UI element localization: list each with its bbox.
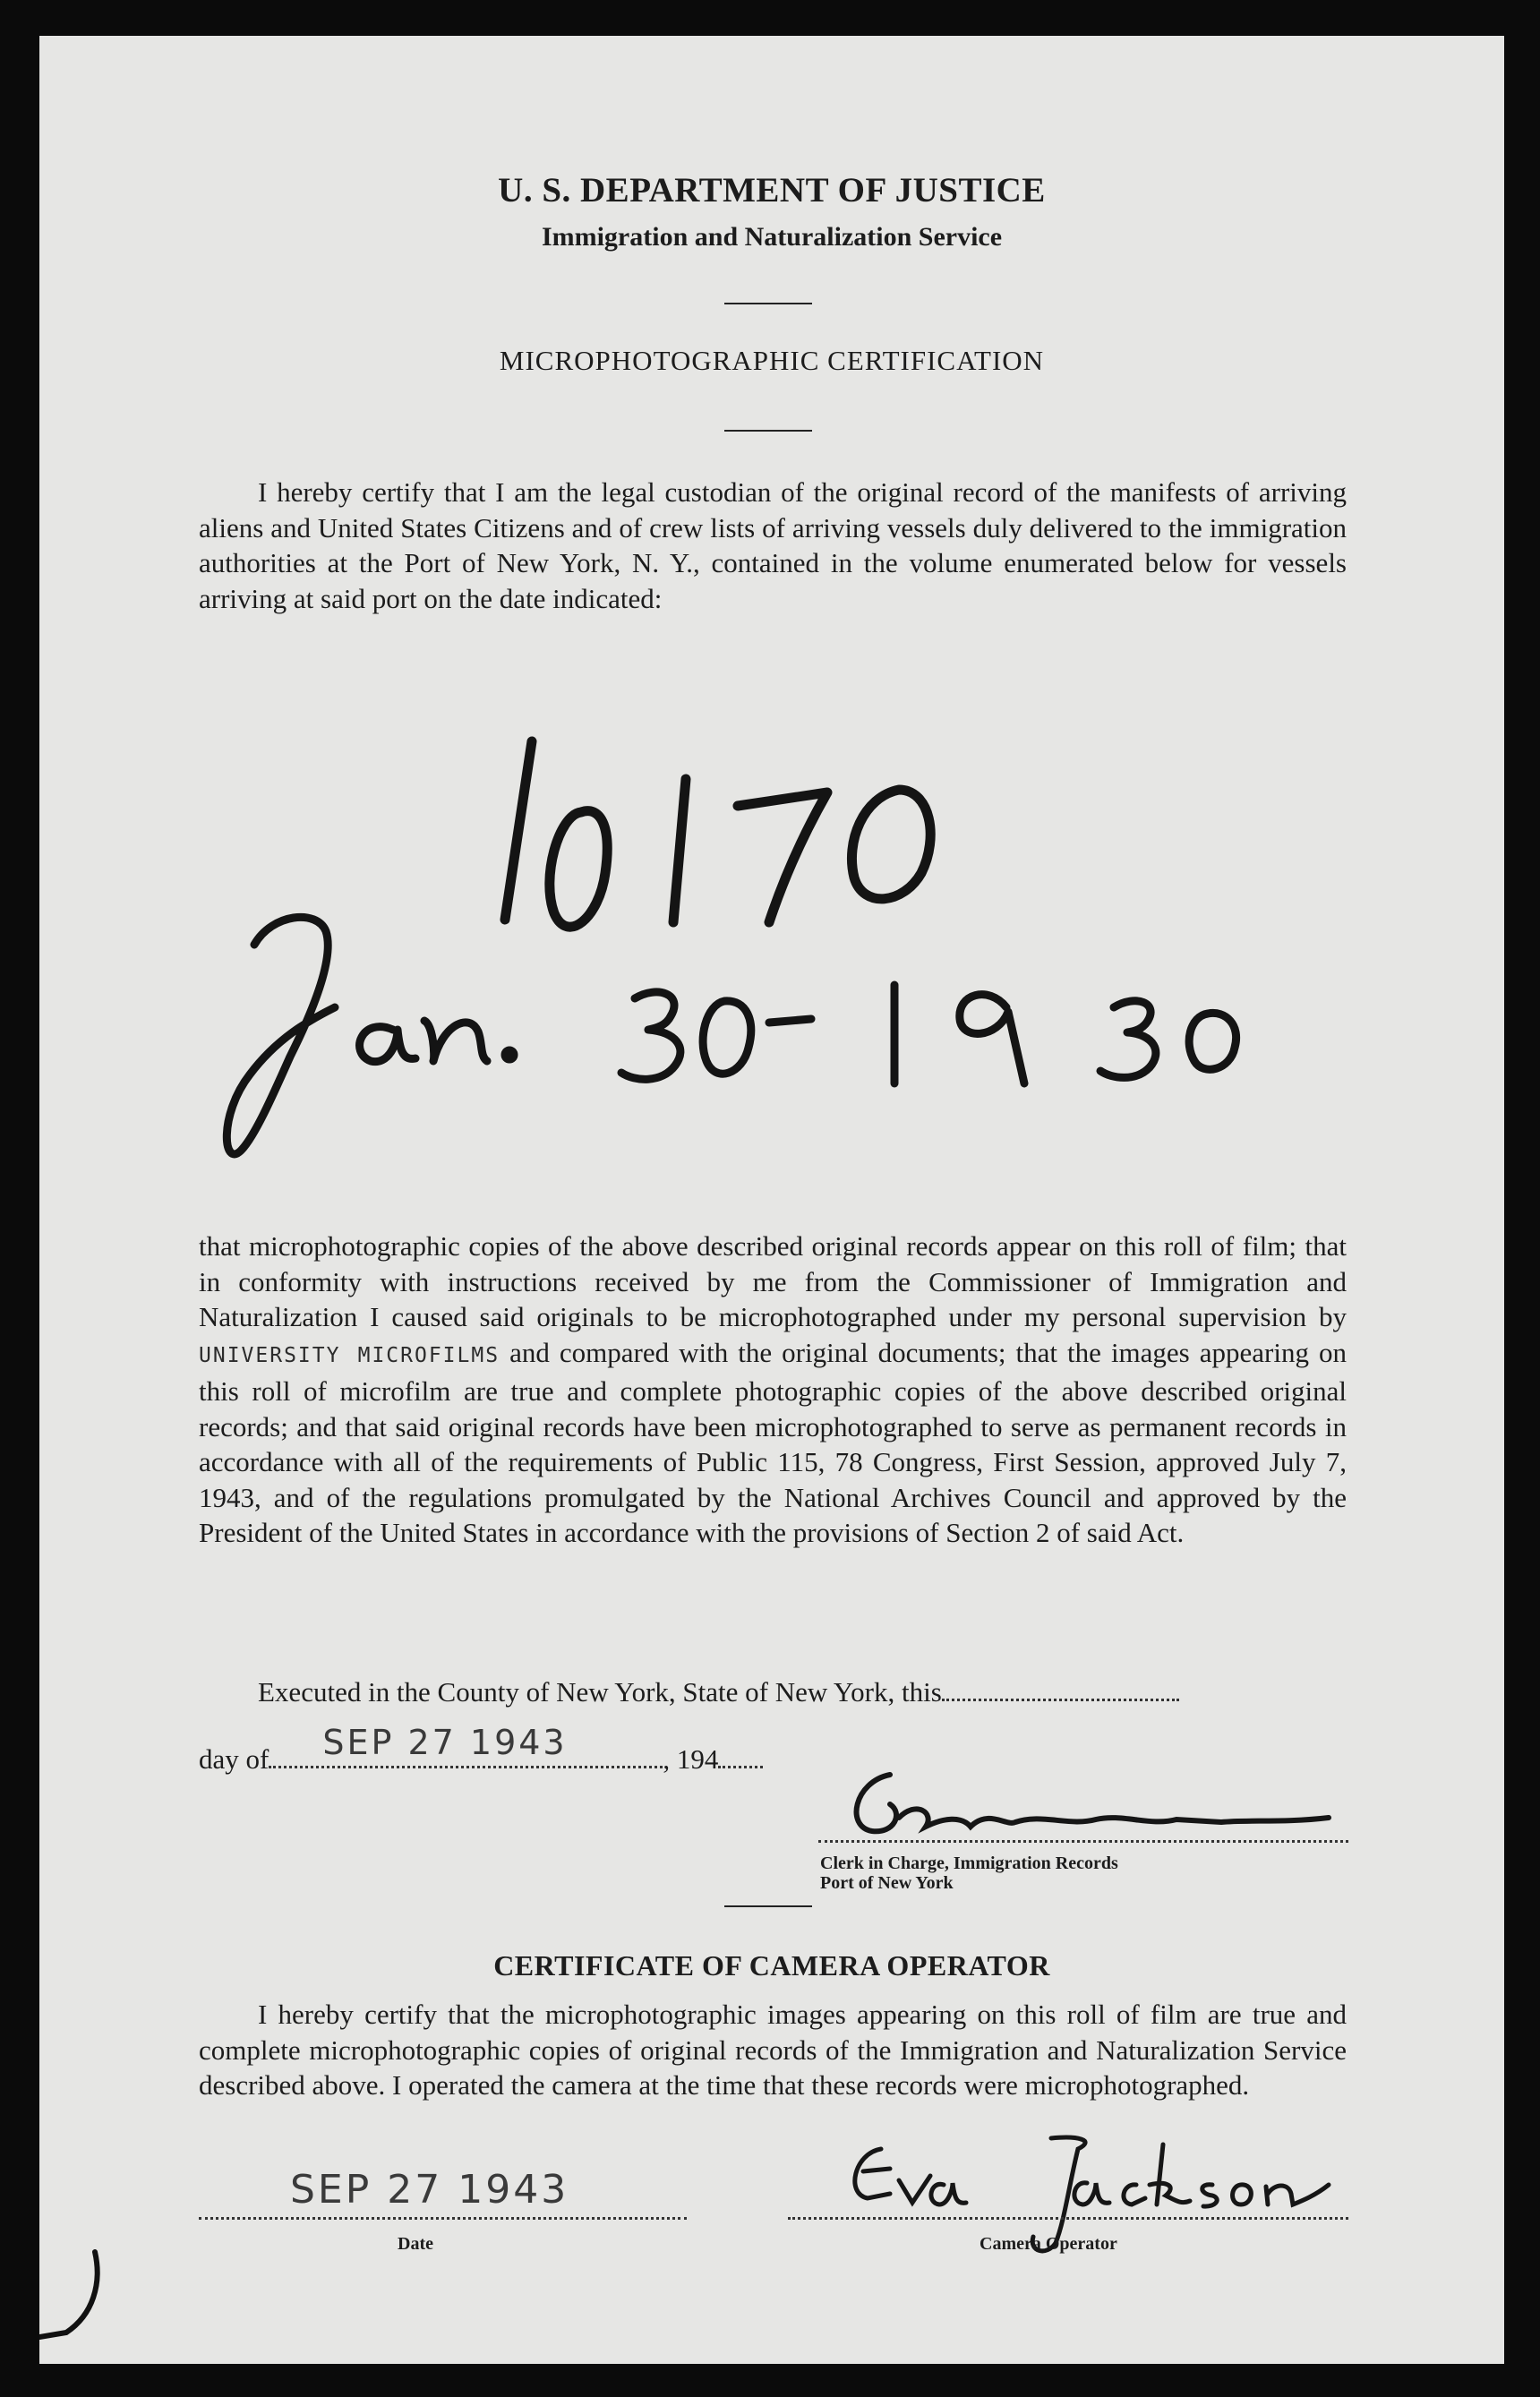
- camera-date-stamp: SEP 27 1943: [290, 2167, 569, 2213]
- department-heading: U. S. DEPARTMENT OF JUSTICE: [498, 171, 1046, 210]
- divider: [724, 1905, 812, 1907]
- body-text-before-stamp: that microphotographic copies of the above described original records appear on this roll of film; that in conformity with instructions received by me from the Commissioner of Immigration and Naturalization I caused said originals to be microphotographed under my personal supervision by: [199, 1230, 1347, 1332]
- execution-line: [199, 1676, 1347, 1708]
- day-of-label: day of: [199, 1743, 270, 1775]
- service-subheading: Immigration and Naturalization Service: [541, 222, 1003, 252]
- handwritten-arrival-date: [227, 917, 1236, 1154]
- operator-label: Camera Operator: [980, 2234, 1117, 2254]
- handwritten-volume-number: [505, 741, 930, 927]
- operator-line: [788, 2217, 1348, 2220]
- camera-certificate-title: CERTIFICATE OF CAMERA OPERATOR: [493, 1949, 1050, 1982]
- camera-certificate-paragraph: I hereby certify that the microphotographic images appearing on this roll of film are true and complete microphotographic copies of original records of the Immigration and Naturalization Service described above. I operated the camera at the time that these records were microphotographed.: [199, 1999, 1347, 2101]
- clerk-signature-line: [818, 1840, 1348, 1843]
- date-label: Date: [398, 2234, 433, 2254]
- microfilm-company-stamp: UNIVERSITY MICROFILMS: [199, 1343, 500, 1367]
- certification-page: [39, 36, 1504, 2364]
- year-prefix: 194: [676, 1743, 719, 1775]
- intro-paragraph: I hereby certify that I am the legal custodian of the original record of the manifests of arriving aliens and United States Citizens and of crew lists of arriving vessels duly delivered to the immigration authorities at the Port of New York, N. Y., contained in the volume enumerated below for vessels arriving at said port on the date indicated:: [199, 476, 1347, 614]
- clerk-title: Clerk in Charge, Immigration Records Port of New York: [820, 1853, 1118, 1893]
- execution-text: Executed in the County of New York, State of New York, this: [258, 1676, 942, 1708]
- clerk-signature: [836, 1764, 1347, 1845]
- body-paragraph: [199, 1228, 1347, 1551]
- date-line: [199, 2217, 687, 2220]
- edge-mark: [39, 2247, 111, 2346]
- certification-title: MICROPHOTOGRAPHIC CERTIFICATION: [499, 345, 1045, 376]
- execution-date-stamp: SEP 27 1943: [322, 1723, 568, 1762]
- body-text-after-stamp: and compared with the original documents; that the images appearing on this roll of microfilm are true and complete photographic copies of the above described original records; and that said original records have been microphotographed to serve as permanent records in accordance with all of the requirements of Public 115, 78 Congress, First Session, approved July 7, 1943, and of the regulations promulgated by the National Archives Council and approved by the President of the United States in accordance with the provisions of Section 2 of said Act.: [199, 1336, 1348, 1548]
- day-of-line: day of SEP 27 1943 , 194: [199, 1739, 1347, 1776]
